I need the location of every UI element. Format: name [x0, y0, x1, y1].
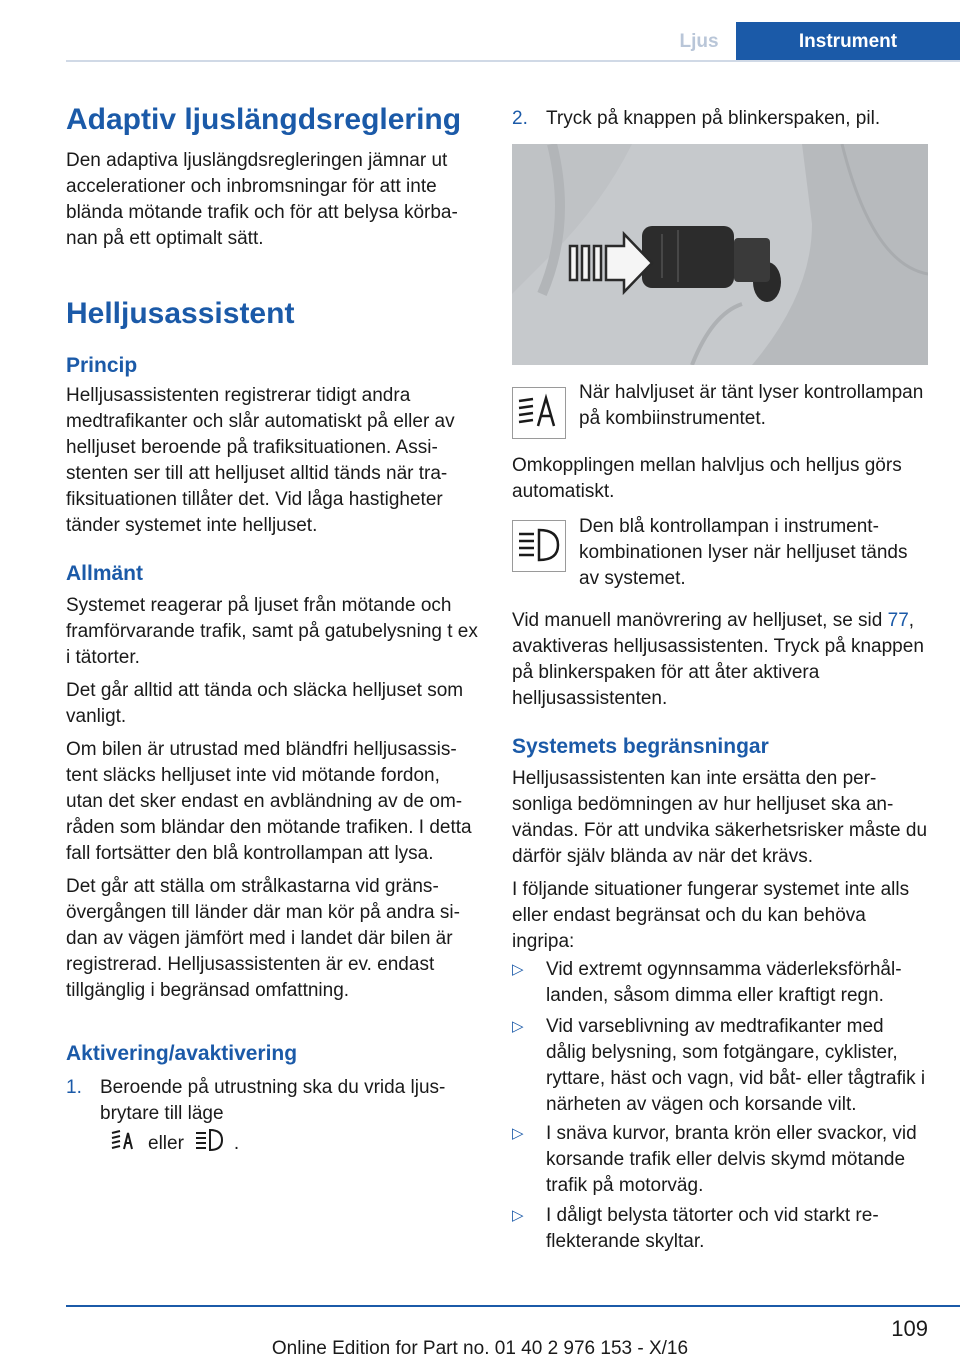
heading-allmant: Allmänt — [66, 562, 144, 585]
paragraph-allmant-4: Det går att ställa om strålkastarna vid gränsövergången till länder där man kör på andra sidan av vägen jämfört med i landet där bilen är registrerad. Helljusassistenten är ev. endast tillgänglig i begränsad omfattning. — [66, 876, 460, 1001]
bullet-icon: ▷ — [512, 961, 524, 978]
step-2-text: Tryck på knappen på blinkerspaken, pil. — [546, 108, 881, 129]
header-rule — [66, 60, 960, 62]
heading-princip: Princip — [66, 354, 138, 377]
auto-headlight-icon — [110, 1127, 138, 1161]
paragraph-adaptive: Den adaptiva ljuslängdsregleringen jämnar ut accelerationer och inbromsningar för att inte blända mötande trafik och för att belysa körbanan på ett optimalt sätt. — [66, 150, 458, 249]
paragraph-begransningar-1: Helljusassistenten kan inte ersätta den personliga bedömningen av hur helljuset ska användas. För att undvika säkerhetsrisker måste du därför själv blända av när det krävs. — [512, 768, 928, 867]
heading-aktivering: Aktivering/avaktivering — [66, 1042, 298, 1065]
heading-helljusassistent: Helljusassistent — [66, 297, 295, 330]
low-beam-indicator-paragraph: När halvljuset är tänt lyser kontrollampan på kombiinstrumentet. — [579, 382, 924, 429]
manuell-text-a: Vid manuell manövrering av helljuset, se sid — [512, 610, 888, 631]
high-beam-icon — [194, 1127, 224, 1161]
list-item — [512, 1203, 928, 1255]
list-item-text: Vid extremt ogynnsamma väderleksförhållanden, såsom dimma eller kraftigt regn. — [546, 959, 902, 1006]
paragraph-princip: Helljusassistenten registrerar tidigt andra medtrafikanter och slår automatiskt på eller av helljuset beroende på trafiksituationen. Assistenten ser till att helljuset alltid tänds när trafiksituationen tillåter det. Vid låga hastigheter tänder systemet inte helljuset. — [66, 385, 455, 536]
heading-begransningar: Systemets begränsningar — [512, 735, 769, 758]
list-item — [512, 1121, 928, 1199]
manuell-text-b: , avaktiveras helljusassistenten. Tryck på knappen på blinkerspaken för att åter aktivera helljusassistenten. — [512, 610, 924, 709]
step-2-number: 2. — [512, 108, 528, 129]
high-beam-indicator-paragraph: Den blå kontrollampan i instrumentkombinationen lyser när helljuset tänds av systemet. — [579, 516, 908, 589]
high-beam-indicator-icon — [512, 520, 566, 572]
step-2 — [512, 106, 928, 132]
list-item-text: I dåligt belysta tätorter och vid starkt reflekterande skyltar. — [546, 1205, 879, 1252]
list-item — [512, 1014, 928, 1118]
list-item — [512, 957, 928, 1009]
paragraph-manuell — [512, 608, 928, 712]
paragraph-allmant-1: Systemet reagerar på ljuset från mötande och framförvarande trafik, samt på gatubelysning t ex i tätorter. — [66, 595, 478, 668]
edition-line: Online Edition for Part no. 01 40 2 976 153 - X/16 — [271, 1338, 689, 1359]
header-chapter-tab: Instrument — [736, 22, 960, 62]
page-number: 109 — [891, 1316, 928, 1341]
list-item-text: I snäva kurvor, branta krön eller svackor, vid korsande trafik eller delvis skymd mötande trafik på motorväg. — [546, 1123, 917, 1196]
text-princip — [66, 383, 478, 539]
bullet-icon: ▷ — [512, 1207, 524, 1224]
text-adaptive — [66, 148, 478, 252]
text-omkoppling — [512, 453, 928, 505]
step-1-end: . — [233, 1133, 240, 1154]
text-manuell — [512, 608, 928, 712]
header-section-tab: Ljus — [679, 31, 719, 52]
text-begransningar — [512, 766, 928, 955]
page-link-77[interactable]: 77 — [887, 610, 909, 631]
step-1-text: Beroende på utrustning ska du vrida ljusbrytare till läge — [100, 1077, 446, 1124]
paragraph-allmant-2: Det går alltid att tända och släcka helljuset som vanligt. — [66, 680, 464, 727]
bullet-icon: ▷ — [512, 1125, 524, 1142]
low-beam-indicator-icon — [512, 387, 566, 439]
step-1-or: eller — [148, 1133, 184, 1154]
footer-rule — [66, 1305, 960, 1307]
paragraph-allmant-3: Om bilen är utrustad med bländfri helljusassistent släcks helljuset inte vid mötande fordon, utan det sker endast en avbländning av de områden som bländar den mötande trafiken. I detta fall fortsätter den blå kontrollampan att lysa. — [66, 739, 472, 864]
step-1 — [66, 1075, 478, 1161]
paragraph-begransningar-2: I följande situationer fungerar systemet inte alls eller endast begränsat och du kan behöva ingripa: — [512, 879, 910, 952]
list-item-text: Vid varseblivning av medtrafikanter med dålig belysning, som fotgängare, cyklister, ryttare, häst och vagn, vid båt- eller tågtrafik i närheten av vägen och korsande vilt. — [546, 1016, 926, 1115]
high-beam-indicator-text — [579, 514, 928, 592]
text-allmant — [66, 593, 478, 1004]
low-beam-indicator-text — [579, 380, 928, 432]
paragraph-omkoppling: Omkopplingen mellan halvljus och helljus görs automatiskt. — [512, 455, 902, 502]
turn-signal-lever-photo — [512, 144, 928, 365]
bullet-icon: ▷ — [512, 1018, 524, 1035]
step-1-number: 1. — [66, 1077, 82, 1098]
heading-adaptive: Adaptiv ljuslängdsreglering — [66, 103, 462, 136]
